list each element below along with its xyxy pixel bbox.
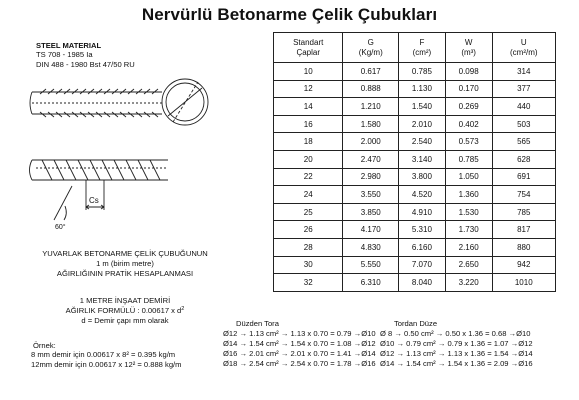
table-cell: 2.650 [445,256,492,274]
calc-block [20,249,230,279]
header-sublabel: (Kg/m) [358,47,383,57]
header-label: U [520,37,527,47]
example-label: Örnek: [33,341,56,350]
table-cell: 0.573 [445,133,492,151]
spec-heading: STEEL MATERIAL [36,41,102,50]
table-cell: 1.130 [399,80,446,98]
tordan-duze-title: Tordan Düze [394,319,438,328]
table-cell: 5.310 [399,221,446,239]
conversion-line: Ø18 → 2.54 cm² → 2.54 x 0.70 = 1.78 →Ø16 [223,359,376,368]
table-cell: 3.220 [445,274,492,292]
table-cell: 4.910 [399,203,446,221]
table-cell: 3.800 [399,168,446,186]
table-cell: 2.010 [399,115,446,133]
table-row [274,150,556,168]
header-label: F [419,37,425,47]
formula-block [20,296,230,326]
table-cell: 817 [492,221,555,239]
formula-line-1: 1 METRE İNŞAAT DEMİRİ [79,296,171,305]
table-cell: 1.210 [343,98,399,116]
calc-line-1: YUVARLAK BETONARME ÇELİK ÇUBUĞUNUN [42,249,208,258]
header-sublabel: (m³) [461,47,476,57]
calc-line-3: AĞIRLIĞININ PRATİK HESAPLANMASI [56,269,194,278]
table-cell: 10 [274,63,343,81]
conversion-line: Ø16 → 2.01 cm² → 2.01 x 0.70 = 1.41 →Ø14 [223,349,376,358]
header-label: W [464,37,473,47]
header-area [399,33,446,63]
conversion-line: Ø 8 → 0.50 cm² → 0.50 x 1.36 = 0.68 →Ø10 [380,329,531,338]
formula-text: AĞIRLIK FORMÜLÜ : 0.00617 x d [65,306,182,315]
conversion-line: Ø10 → 0.79 cm² → 0.79 x 1.36 = 1.07 →Ø12 [380,339,533,348]
table-cell: 2.160 [445,238,492,256]
table-row [274,115,556,133]
spec-standard-ts: TS 708 - 1985 Ia [36,50,93,60]
table-row [274,98,556,116]
header-sublabel: Çaplar [296,47,321,57]
table-cell: 1.730 [445,221,492,239]
table-cell: 880 [492,238,555,256]
conversion-line: Ø12 → 1.13 cm² → 1.13 x 0.70 = 0.79 →Ø10 [223,329,376,338]
table-cell: 942 [492,256,555,274]
table-cell: 6.160 [399,238,446,256]
spec-block [36,41,135,69]
header-label: Standart [293,37,324,47]
conversion-line: Ø12 → 1.13 cm² → 1.13 x 1.36 = 1.54 →Ø14 [380,349,533,358]
duzden-tora-title: Düzden Tora [236,319,279,328]
table-cell: 3.140 [399,150,446,168]
tordan-duze-lines [380,329,533,369]
header-diameter [274,33,343,63]
calc-line-2: 1 m (birim metre) [96,259,154,268]
table-cell: 30 [274,256,343,274]
table-cell: 7.070 [399,256,446,274]
table-header-row [274,33,556,63]
example-line: 8 mm demir için 0.00617 x 8² = 0.395 kg/m [31,350,176,359]
table-cell: 22 [274,168,343,186]
table-cell: 16 [274,115,343,133]
table-cell: 440 [492,98,555,116]
table-cell: 377 [492,80,555,98]
table-cell: 18 [274,133,343,151]
table-cell: 314 [492,63,555,81]
table-cell: 1.540 [399,98,446,116]
table-cell: 3.850 [343,203,399,221]
table-cell: 4.830 [343,238,399,256]
table-cell: 28 [274,238,343,256]
table-row [274,221,556,239]
table-row [274,133,556,151]
table-row [274,186,556,204]
table-cell: 0.170 [445,80,492,98]
table-cell: 785 [492,203,555,221]
table-cell: 32 [274,274,343,292]
formula-line-2 [20,306,230,316]
page-title: Nervürlü Betonarme Çelik Çubukları [141,5,438,24]
table-cell: 4.520 [399,186,446,204]
table-cell: 503 [492,115,555,133]
duzden-tora-lines [223,329,376,369]
table-cell: 25 [274,203,343,221]
table-cell: 628 [492,150,555,168]
example-line: 12mm demir için 0.00617 x 12² = 0.888 kg/m [31,360,182,369]
table-row [274,80,556,98]
table-cell: 1.530 [445,203,492,221]
formula-line-3: d = Demir çapı mm olarak [81,316,169,325]
table-row [274,168,556,186]
conversion-line: Ø14 → 1.54 cm² → 1.54 x 1.36 = 2.09 →Ø16 [380,359,533,368]
conversion-line: Ø14 → 1.54 cm² → 1.54 x 0.70 = 1.08 →Ø12 [223,339,376,348]
spec-standard-din: DIN 488 - 1980 Bst 47/50 RU [36,59,135,69]
table-cell: 0.098 [445,63,492,81]
header-sublabel: (cm²/m) [509,47,538,57]
table-cell: 754 [492,186,555,204]
steel-table [273,32,556,292]
header-weight [343,33,399,63]
table-cell: 2.980 [343,168,399,186]
table-cell: 565 [492,133,555,151]
table-cell: 0.785 [399,63,446,81]
table-row [274,274,556,292]
table-cell: 5.550 [343,256,399,274]
table-cell: 0.402 [445,115,492,133]
table-row [274,256,556,274]
table-cell: 0.269 [445,98,492,116]
table-cell: 1.050 [445,168,492,186]
table-cell: 20 [274,150,343,168]
table-cell: 12 [274,80,343,98]
table-cell: 6.310 [343,274,399,292]
table-cell: 2.470 [343,150,399,168]
table-cell: 2.000 [343,133,399,151]
table-row [274,63,556,81]
table-cell: 691 [492,168,555,186]
table-row [274,203,556,221]
table-cell: 0.888 [343,80,399,98]
table-cell: 1.360 [445,186,492,204]
table-cell: 24 [274,186,343,204]
header-sublabel: (cm²) [412,47,432,57]
table-row [274,238,556,256]
table-cell: 1.580 [343,115,399,133]
cs-label: Cs [89,196,99,205]
table-cell: 4.170 [343,221,399,239]
table-cell: 2.540 [399,133,446,151]
formula-exponent: 2 [181,306,185,312]
table-cell: 0.617 [343,63,399,81]
header-perimeter [492,33,555,63]
table-cell: 8.040 [399,274,446,292]
header-modulus [445,33,492,63]
example-lines [31,350,181,370]
table-cell: 0.785 [445,150,492,168]
angle-label: 60° [55,224,66,231]
table-cell: 14 [274,98,343,116]
rebar-diagram [28,70,228,235]
table-cell: 26 [274,221,343,239]
table-cell: 1010 [492,274,555,292]
table-cell: 3.550 [343,186,399,204]
header-label: G [367,37,374,47]
